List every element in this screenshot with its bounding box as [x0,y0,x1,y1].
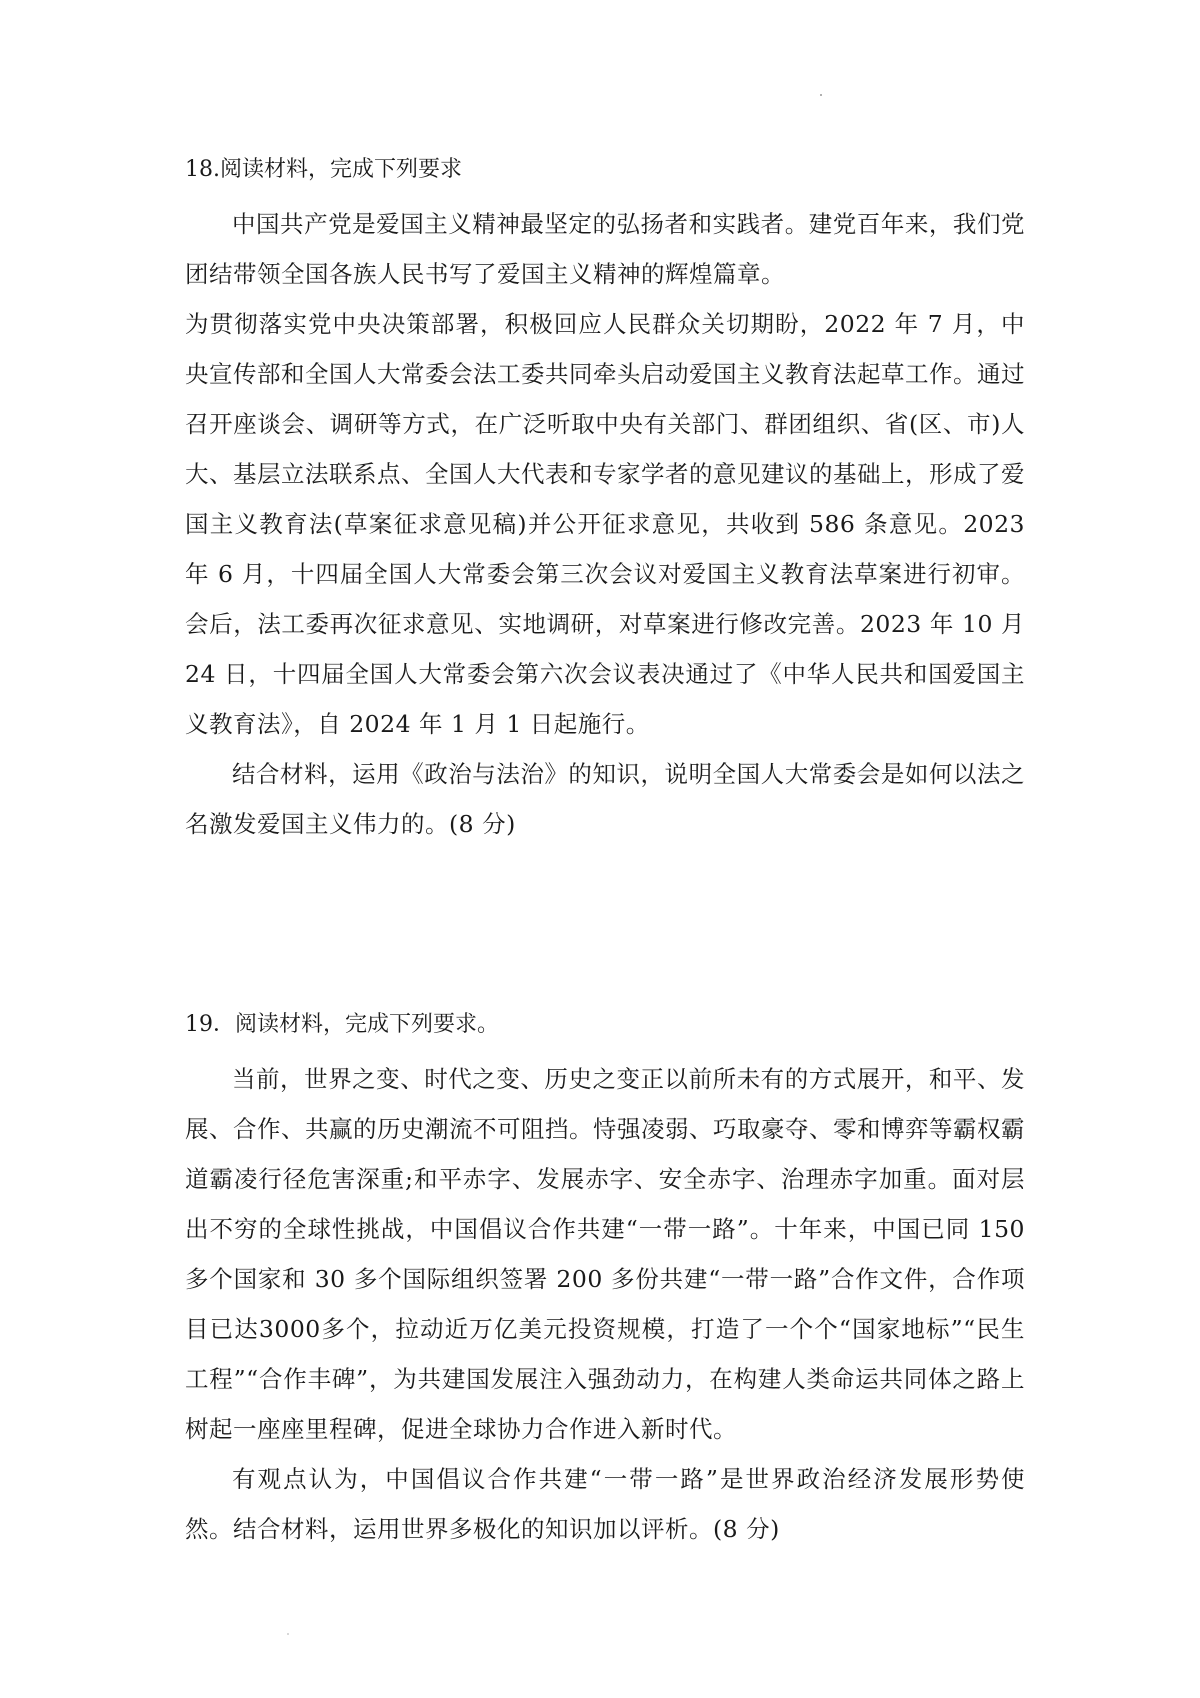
question-18-intro: 中国共产党是爱国主义精神最坚定的弘扬者和实践者。建党百年来，我们党团结带领全国各族人民书写了爱国主义精神的辉煌篇章。 [185,210,1025,288]
question-18-title: 18.阅读材料，完成下列要求 [185,157,462,182]
question-19-title: 19．阅读材料，完成下列要求。 [185,1012,499,1037]
question-19-prompt: 有观点认为，中国倡议合作共建“一带一路”是世界政治经济发展形势使然。结合材料，运用世界多极化的知识加以评析。(8 分) [185,1465,1025,1543]
question-18-prompt: 结合材料，运用《政治与法治》的知识，说明全国人大常委会是如何以法之名激发爱国主义伟力的。(8 分) [185,760,1025,838]
scan-speck [287,1633,289,1635]
question-18 [185,151,1025,849]
scan-speck [820,94,822,96]
question-19 [185,1006,1025,1554]
question-18-material: 为贯彻落实党中央决策部署，积极回应人民群众关切期盼，2022 年 7 月，中央宣传部和全国人大常委会法工委共同牵头启动爱国主义教育法起草工作。通过召开座谈会、调研等方式，在广泛听取中央有关部门、群团组织、省(区、市)人大、基层立法联系点、全国人大代表和专家学者的意见建议的基础上，形成了爱国主义教育法(草案征求意见稿)并公开征求意见，共收到 586 条意见。2023 年 6 月，十四届全国人大常委会第三次会议对爱国主义教育法草案进行初审。会后，法工委再次征求意见、实地调研，对草案进行修改完善。2023 年 10 月 24 日，十四届全国人大常委会第六次会议表决通过了《中华人民共和国爱国主义教育法》，自 2024 年 1 月 1 日起施行。 [185,310,1025,738]
question-19-material: 当前，世界之变、时代之变、历史之变正以前所未有的方式展开，和平、发展、合作、共赢的历史潮流不可阻挡。恃强凌弱、巧取豪夺、零和博弈等霸权霸道霸凌行径危害深重;和平赤字、发展赤字、安全赤字、治理赤字加重。面对层出不穷的全球性挑战，中国倡议合作共建“一带一路”。十年来，中国已同 150 多个国家和 30 多个国际组织签署 200 多份共建“一带一路”合作文件，合作项目已达3000多个，拉动近万亿美元投资规模，打造了一个个“国家地标”“民生工程”“合作丰碑”，为共建国发展注入强劲动力，在构建人类命运共同体之路上树起一座座里程碑，促进全球协力合作进入新时代。 [185,1065,1025,1443]
